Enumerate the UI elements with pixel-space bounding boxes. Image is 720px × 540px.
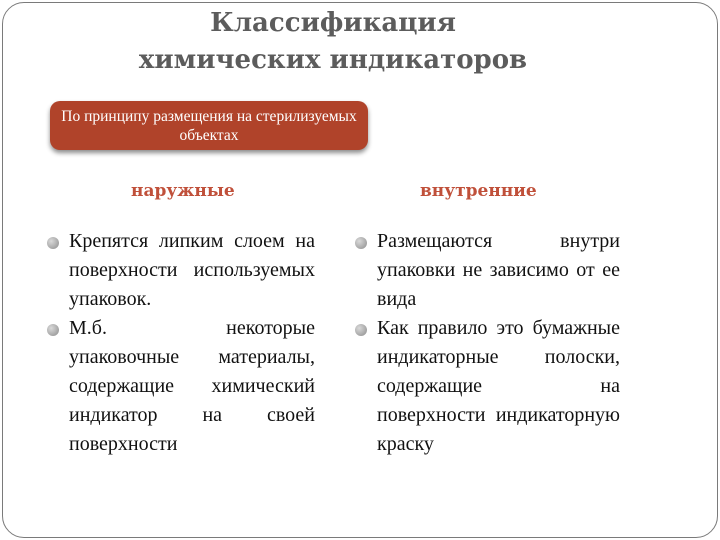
list-item — [47, 227, 315, 314]
left-column-heading: наружные — [131, 181, 235, 201]
bullet-icon — [47, 237, 59, 249]
bullet-icon — [355, 237, 367, 249]
list-item-text: Размещаются внутри упаковки не зависимо от ее вида — [377, 230, 620, 310]
list-item-text: Как правило это бумажные индикаторные полоски, содержащие на поверхности индикаторную краску — [377, 317, 620, 455]
list-item — [355, 314, 620, 459]
category-box — [50, 101, 368, 150]
list-item-text: М.б. некоторые упаковочные материалы, содержащие химический индикатор на своей поверхности — [69, 317, 315, 455]
slide-title: Классификация химических индикаторов — [138, 8, 528, 75]
list-item — [355, 227, 620, 314]
bullet-icon — [355, 324, 367, 336]
right-column-list — [355, 227, 620, 459]
list-item-text: Крепятся липким слоем на поверхности используемых упаковок. — [69, 230, 315, 310]
right-column-heading: внутренние — [420, 181, 537, 201]
slide-frame — [2, 2, 718, 538]
category-label: По принципу размещения на стерилизуемых объектах — [61, 107, 357, 144]
list-item — [47, 314, 315, 459]
left-column-list — [47, 227, 315, 459]
bullet-icon — [47, 324, 59, 336]
